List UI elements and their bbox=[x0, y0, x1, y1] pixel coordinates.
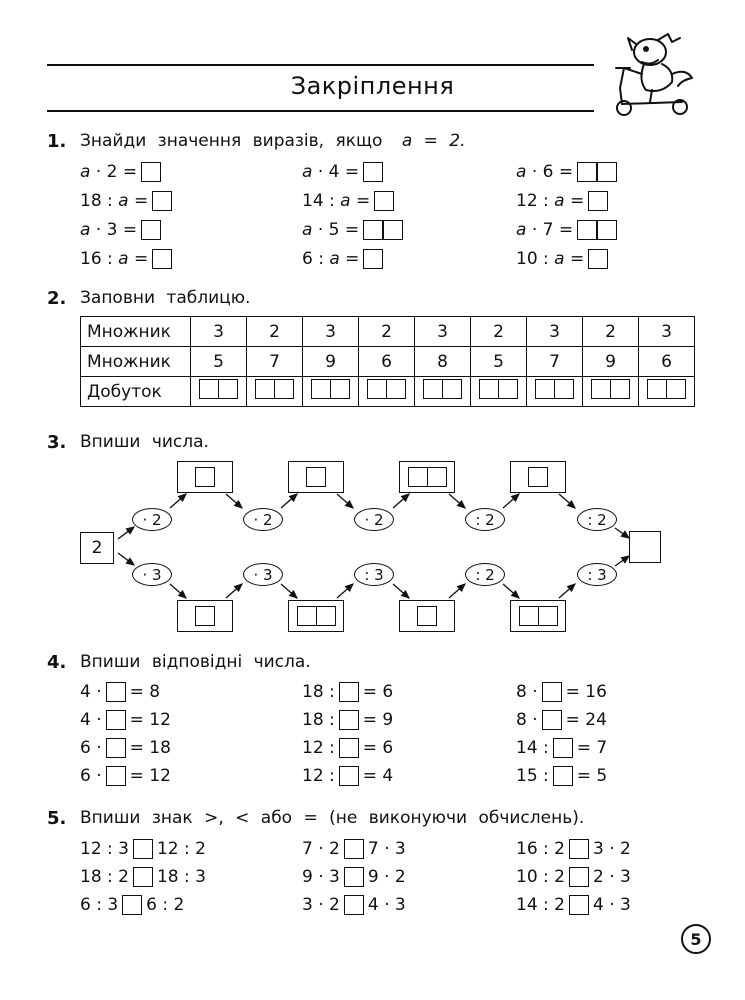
comparison-left: 18 : 2 bbox=[80, 867, 129, 887]
table-cell: 6 bbox=[639, 347, 695, 377]
equation-left: 14 : bbox=[516, 738, 549, 758]
missing-number-box[interactable] bbox=[339, 738, 359, 758]
task-1-condition: a = 2. bbox=[401, 131, 466, 151]
comparison-right: 4 · 3 bbox=[592, 895, 631, 915]
operation-oval: : 3 bbox=[354, 563, 394, 586]
missing-number-box[interactable] bbox=[106, 766, 126, 786]
comparison-sign-box[interactable] bbox=[133, 839, 153, 859]
comparison-left: 6 : 3 bbox=[80, 895, 119, 915]
comparison-sign-box[interactable] bbox=[133, 867, 153, 887]
comparison-sign-box[interactable] bbox=[569, 839, 589, 859]
comparison-right: 4 · 3 bbox=[367, 895, 406, 915]
operation-oval: · 2 bbox=[243, 508, 283, 531]
task-4-equation bbox=[302, 738, 393, 758]
chain-answer-frame bbox=[288, 461, 344, 493]
expression-text: 6 : a = bbox=[302, 249, 360, 269]
comparison-right: 6 : 2 bbox=[146, 895, 185, 915]
task-4-equation bbox=[80, 738, 171, 758]
task-4-equation bbox=[516, 766, 607, 786]
digit-box[interactable] bbox=[195, 467, 215, 487]
expression-text: a · 7 = bbox=[516, 220, 574, 240]
missing-number-box[interactable] bbox=[553, 766, 573, 786]
task-1-number: 1. bbox=[47, 131, 67, 152]
equation-right: = 12 bbox=[129, 766, 171, 786]
equation-left: 12 : bbox=[302, 738, 335, 758]
task-3-number: 3. bbox=[47, 432, 67, 453]
missing-number-box[interactable] bbox=[553, 738, 573, 758]
expression-text: a · 3 = bbox=[80, 220, 138, 240]
missing-number-box[interactable] bbox=[106, 682, 126, 702]
table-cell: 3 bbox=[303, 317, 359, 347]
comparison-left: 7 · 2 bbox=[302, 839, 340, 859]
operation-oval: · 3 bbox=[243, 563, 283, 586]
task-5-comparison bbox=[302, 839, 406, 859]
expression-text: a · 2 = bbox=[80, 162, 138, 182]
digit-box[interactable] bbox=[316, 606, 336, 626]
chain-answer-frame bbox=[288, 600, 344, 632]
missing-number-box[interactable] bbox=[542, 710, 562, 730]
digit-box[interactable] bbox=[297, 606, 317, 626]
comparison-right: 2 · 3 bbox=[592, 867, 631, 887]
task-4-number: 4. bbox=[47, 652, 67, 673]
comparison-left: 14 : 2 bbox=[516, 895, 565, 915]
task-3-instruction: Впиши числа. bbox=[80, 432, 209, 452]
task-4-equation bbox=[302, 682, 393, 702]
task-4-equation bbox=[516, 682, 607, 702]
equation-right: = 9 bbox=[362, 710, 394, 730]
chain-answer-frame bbox=[510, 600, 566, 632]
table-cell: 5 bbox=[191, 347, 247, 377]
task-5-number: 5. bbox=[47, 808, 67, 829]
chain-start-number: 2 bbox=[80, 532, 114, 564]
equation-left: 18 : bbox=[302, 710, 335, 730]
equation-left: 8 · bbox=[516, 710, 538, 730]
equation-right: = 16 bbox=[565, 682, 607, 702]
table-cell: 2 bbox=[359, 317, 415, 347]
task-5-comparison bbox=[516, 867, 631, 887]
chain-answer-frame bbox=[177, 461, 233, 493]
task-2-number: 2. bbox=[47, 288, 67, 309]
table-cell: 2 bbox=[247, 317, 303, 347]
equation-left: 6 · bbox=[80, 766, 102, 786]
comparison-right: 7 · 3 bbox=[367, 839, 406, 859]
row-label: Множник bbox=[81, 347, 191, 377]
equation-right: = 18 bbox=[129, 738, 171, 758]
comparison-left: 3 · 2 bbox=[302, 895, 340, 915]
answer-box-group bbox=[528, 467, 548, 487]
table-cell: 3 bbox=[191, 317, 247, 347]
task-5-comparison bbox=[516, 895, 631, 915]
digit-box[interactable] bbox=[417, 606, 437, 626]
equation-left: 4 · bbox=[80, 710, 102, 730]
comparison-right: 18 : 3 bbox=[156, 867, 206, 887]
digit-box[interactable] bbox=[306, 467, 326, 487]
row-label: Добуток bbox=[81, 377, 191, 407]
digit-box[interactable] bbox=[195, 606, 215, 626]
task-5-comparison bbox=[302, 867, 406, 887]
table-cell: 9 bbox=[303, 347, 359, 377]
digit-box[interactable] bbox=[408, 467, 428, 487]
missing-number-box[interactable] bbox=[339, 710, 359, 730]
chain-answer-frame bbox=[399, 461, 455, 493]
task-5-comparison bbox=[516, 839, 631, 859]
equation-left: 12 : bbox=[302, 766, 335, 786]
digit-box[interactable] bbox=[528, 467, 548, 487]
operation-oval: : 2 bbox=[577, 508, 617, 531]
task-1-instruction-text: Знайди значення виразів, якщо bbox=[80, 131, 383, 151]
digit-box[interactable] bbox=[538, 606, 558, 626]
table-cell: 3 bbox=[527, 317, 583, 347]
equation-left: 6 · bbox=[80, 738, 102, 758]
table-cell: 9 bbox=[583, 347, 639, 377]
expression-text: 12 : a = bbox=[516, 191, 585, 211]
equation-left: 4 · bbox=[80, 682, 102, 702]
task-5-comparison bbox=[302, 895, 406, 915]
equation-right: = 5 bbox=[576, 766, 608, 786]
task-2-instruction: Заповни таблицю. bbox=[80, 288, 251, 308]
row-label: Множник bbox=[81, 317, 191, 347]
task-4-equation bbox=[302, 710, 393, 730]
equation-right: = 6 bbox=[362, 738, 394, 758]
operation-oval: : 2 bbox=[465, 508, 505, 531]
answer-box-group bbox=[306, 467, 326, 487]
digit-box[interactable] bbox=[427, 467, 447, 487]
comparison-sign-box[interactable] bbox=[569, 867, 589, 887]
operation-oval: · 2 bbox=[132, 508, 172, 531]
equation-left: 15 : bbox=[516, 766, 549, 786]
expression-text: a · 5 = bbox=[302, 220, 360, 240]
task-4-equation bbox=[80, 766, 171, 786]
task-4-equation bbox=[516, 710, 607, 730]
equation-right: = 4 bbox=[362, 766, 394, 786]
comparison-right: 9 · 2 bbox=[367, 867, 406, 887]
answer-box-group bbox=[195, 467, 215, 487]
equation-right: = 12 bbox=[129, 710, 171, 730]
comparison-left: 10 : 2 bbox=[516, 867, 565, 887]
comparison-sign-box[interactable] bbox=[344, 895, 364, 915]
comparison-sign-box[interactable] bbox=[569, 895, 589, 915]
chain-answer-frame bbox=[399, 600, 455, 632]
equation-left: 18 : bbox=[302, 682, 335, 702]
task-5-instruction: Впиши знак >, < або = (не виконуючи обчислень). bbox=[80, 808, 585, 828]
answer-box-group bbox=[417, 606, 437, 626]
comparison-right: 12 : 2 bbox=[156, 839, 206, 859]
equation-right: = 8 bbox=[129, 682, 161, 702]
chain-end-answer-box[interactable] bbox=[629, 531, 661, 563]
task-4-equation bbox=[80, 682, 160, 702]
missing-number-box[interactable] bbox=[106, 738, 126, 758]
answer-box-group bbox=[519, 606, 558, 626]
table-cell: 2 bbox=[583, 317, 639, 347]
task-5-comparison bbox=[80, 867, 206, 887]
equation-left: 8 · bbox=[516, 682, 538, 702]
table-cell: 7 bbox=[527, 347, 583, 377]
task-5-comparison bbox=[80, 839, 206, 859]
equation-right: = 6 bbox=[362, 682, 394, 702]
page-number: 5 bbox=[681, 924, 711, 954]
comparison-sign-box[interactable] bbox=[344, 867, 364, 887]
operation-oval: · 3 bbox=[132, 563, 172, 586]
chain-answer-frame bbox=[177, 600, 233, 632]
task-4-equation bbox=[302, 766, 393, 786]
comparison-left: 12 : 3 bbox=[80, 839, 129, 859]
comparison-sign-box[interactable] bbox=[122, 895, 142, 915]
operation-oval: : 2 bbox=[465, 563, 505, 586]
comparison-right: 3 · 2 bbox=[592, 839, 631, 859]
table-cell: 5 bbox=[471, 347, 527, 377]
expression-text: 16 : a = bbox=[80, 249, 149, 269]
chain-answer-frame bbox=[510, 461, 566, 493]
answer-box-group bbox=[195, 606, 215, 626]
task-4-instruction: Впиши відповідні числа. bbox=[80, 652, 311, 672]
table-cell: 3 bbox=[639, 317, 695, 347]
missing-number-box[interactable] bbox=[542, 682, 562, 702]
table-cell: 6 bbox=[359, 347, 415, 377]
equation-right: = 7 bbox=[576, 738, 608, 758]
comparison-sign-box[interactable] bbox=[344, 839, 364, 859]
equation-right: = 24 bbox=[565, 710, 607, 730]
expression-text: 14 : a = bbox=[302, 191, 371, 211]
table-cell: 3 bbox=[415, 317, 471, 347]
digit-box[interactable] bbox=[519, 606, 539, 626]
operation-oval: : 3 bbox=[577, 563, 617, 586]
operation-oval: · 2 bbox=[354, 508, 394, 531]
missing-number-box[interactable] bbox=[106, 710, 126, 730]
comparison-left: 9 · 3 bbox=[302, 867, 340, 887]
expression-text: 18 : a = bbox=[80, 191, 149, 211]
task-5-comparison bbox=[80, 895, 184, 915]
table-cell: 8 bbox=[415, 347, 471, 377]
table-cell: 7 bbox=[247, 347, 303, 377]
expression-text: a · 4 = bbox=[302, 162, 360, 182]
table-cell: 2 bbox=[471, 317, 527, 347]
answer-box-group bbox=[297, 606, 336, 626]
page-title: Закріплення bbox=[290, 72, 455, 100]
missing-number-box[interactable] bbox=[339, 766, 359, 786]
comparison-left: 16 : 2 bbox=[516, 839, 565, 859]
expression-text: a · 6 = bbox=[516, 162, 574, 182]
task-4-equation bbox=[516, 738, 607, 758]
task-4-equation bbox=[80, 710, 171, 730]
expression-text: 10 : a = bbox=[516, 249, 585, 269]
missing-number-box[interactable] bbox=[339, 682, 359, 702]
answer-box-group bbox=[408, 467, 447, 487]
